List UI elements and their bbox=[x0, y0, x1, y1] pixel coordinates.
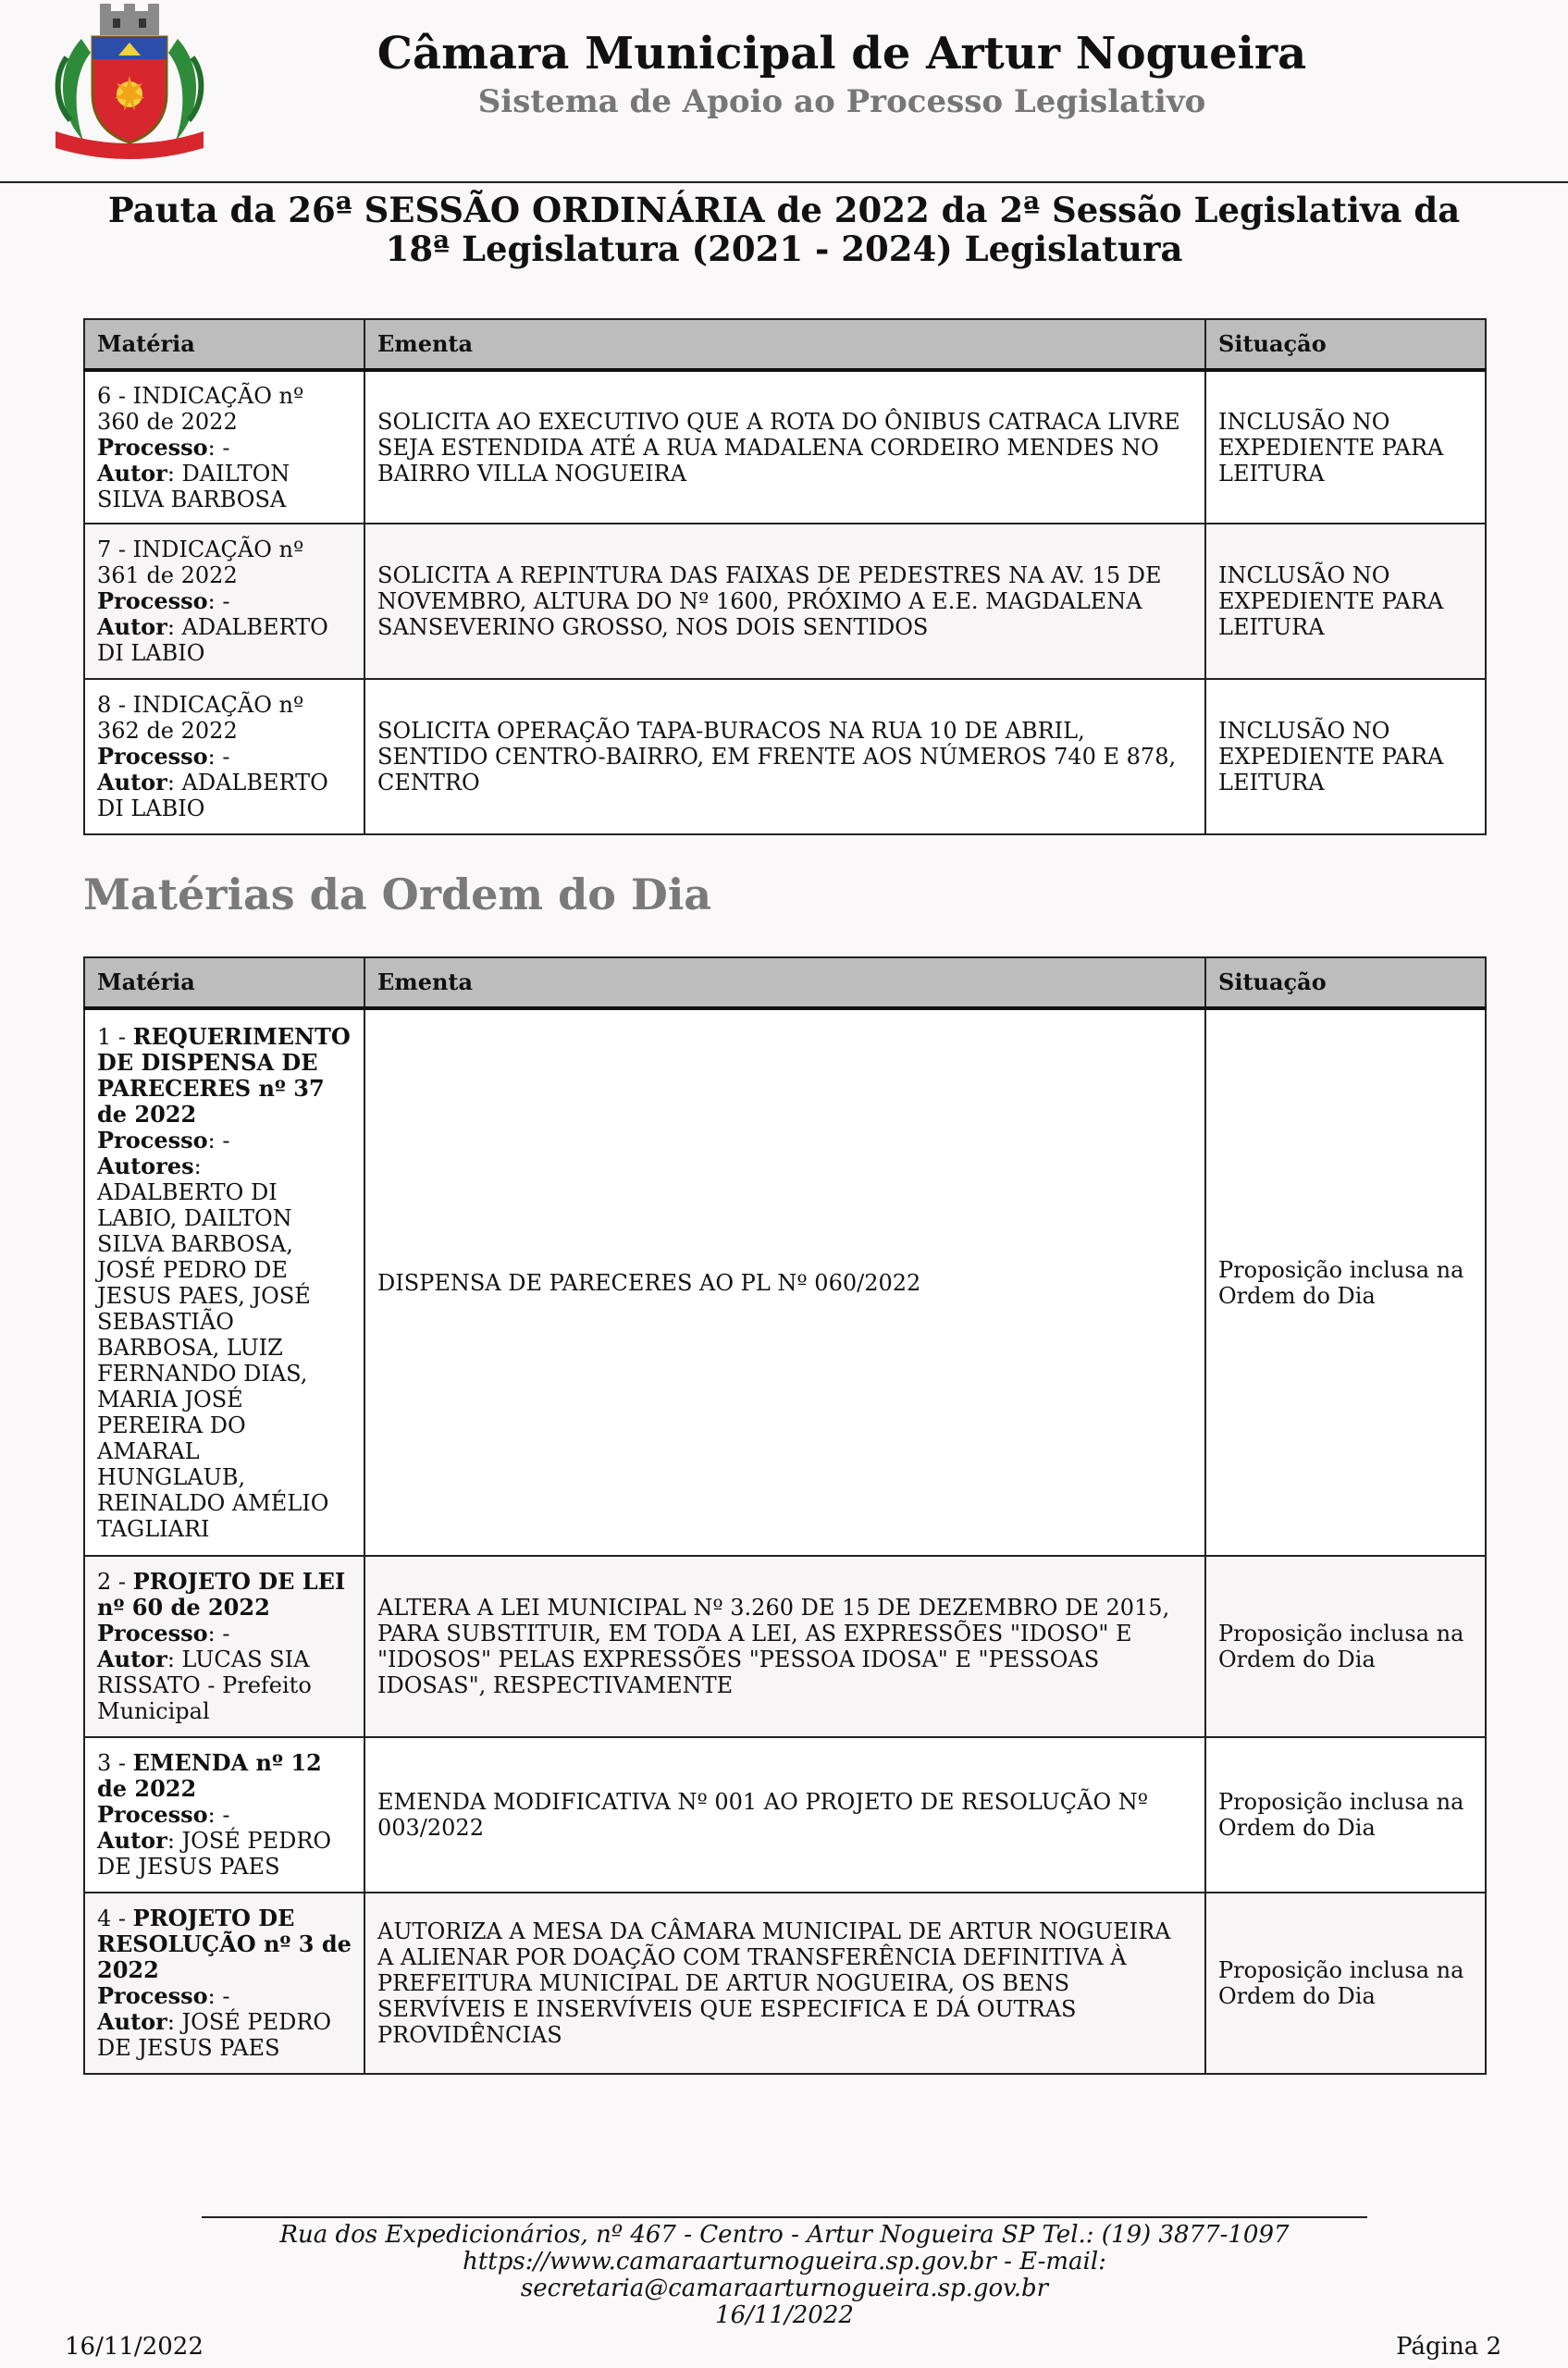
autor-value: : ADALBERTO DI LABIO, DAILTON SILVA BARBOSA, JOSÉ PEDRO DE JESUS PAES, JOSÉ SEBASTIÃO BARBOSA, LUIZ FERNANDO DIAS, MARIA JOSÉ PEREIRA DO AMARAL HUNGLAUB, REINALDO AMÉLIO TAGLIARI bbox=[97, 1153, 329, 1542]
column-header-situacao: Situação bbox=[1205, 319, 1486, 370]
autor-label: Autores bbox=[97, 1152, 194, 1179]
materia-cell bbox=[84, 524, 364, 679]
table-row bbox=[84, 1556, 1486, 1737]
header-subtitle: Sistema de Apoio ao Processo Legislativo bbox=[477, 83, 1206, 120]
column-header-ementa: Ementa bbox=[364, 319, 1205, 370]
table-header-row bbox=[84, 319, 1486, 370]
autor-value: : DAILTON SILVA BARBOSA bbox=[97, 460, 290, 512]
footer-date: 16/11/2022 bbox=[65, 2333, 204, 2361]
autor-value: : LUCAS SIA RISSATO - Prefeito Municipal bbox=[97, 1646, 312, 1724]
column-header-materia: Matéria bbox=[84, 957, 364, 1008]
ordem-do-dia-table bbox=[83, 956, 1487, 2075]
ementa-cell: DISPENSA DE PARECERES AO PL Nº 060/2022 bbox=[364, 1008, 1205, 1556]
processo-label: Processo bbox=[97, 743, 208, 770]
expediente-table bbox=[83, 318, 1487, 835]
materia-title: 8 - INDICAÇÃO nº 362 de 2022 bbox=[97, 692, 304, 744]
materia-number: 4 - bbox=[97, 1906, 133, 1931]
header-title: Câmara Municipal de Artur Nogueira bbox=[377, 28, 1307, 80]
materia-number: 2 - bbox=[97, 1569, 133, 1595]
table-row bbox=[84, 679, 1486, 834]
table-row bbox=[84, 1893, 1486, 2074]
footer-address-date: 16/11/2022 bbox=[715, 2301, 854, 2329]
processo-label: Processo bbox=[97, 587, 208, 614]
processo-value: : - bbox=[207, 1127, 230, 1153]
footer-divider bbox=[202, 2216, 1367, 2218]
processo-label: Processo bbox=[97, 1801, 208, 1828]
autor-value: : JOSÉ PEDRO DE JESUS PAES bbox=[97, 2009, 332, 2061]
materia-cell bbox=[84, 1556, 364, 1737]
ementa-cell: ALTERA A LEI MUNICIPAL Nº 3.260 DE 15 DE DEZEMBRO DE 2015, PARA SUBSTITUIR, EM TODA A LEI, AS EXPRESSÕES "IDOSO" E "IDOSOS" PELAS EXPRESSÕES "PESSOA IDOSA" E "PESSOAS IDOSAS", RESPECTIVAMENTE bbox=[364, 1556, 1205, 1737]
processo-value: : - bbox=[207, 1802, 230, 1828]
materia-title: PROJETO DE RESOLUÇÃO nº 3 de 2022 bbox=[97, 1905, 352, 1983]
coat-of-arms-logo bbox=[46, 2, 213, 166]
table-row bbox=[84, 524, 1486, 679]
materia-cell bbox=[84, 1893, 364, 2074]
page-number: Página 2 bbox=[1396, 2333, 1501, 2361]
autor-label: Autor bbox=[97, 613, 167, 640]
autor-label: Autor bbox=[97, 1646, 167, 1672]
situacao-cell: INCLUSÃO NO EXPEDIENTE PARA LEITURA bbox=[1205, 370, 1486, 524]
processo-label: Processo bbox=[97, 1982, 208, 2009]
table-header-row bbox=[84, 957, 1486, 1008]
situacao-cell: INCLUSÃO NO EXPEDIENTE PARA LEITURA bbox=[1205, 524, 1486, 679]
ementa-cell: SOLICITA A REPINTURA DAS FAIXAS DE PEDESTRES NA AV. 15 DE NOVEMBRO, ALTURA DO Nº 1600, PRÓXIMO A E.E. MAGDALENA SANSEVERINO GROSSO, NOS DOIS SENTIDOS bbox=[364, 524, 1205, 679]
materia-cell bbox=[84, 1737, 364, 1893]
materia-title: REQUERIMENTO DE DISPENSA DE PARECERES nº 37 de 2022 bbox=[97, 1022, 351, 1128]
processo-label: Processo bbox=[97, 1126, 208, 1153]
page-header bbox=[0, 0, 1568, 183]
situacao-cell: Proposição inclusa na Ordem do Dia bbox=[1205, 1556, 1486, 1737]
situacao-cell: Proposição inclusa na Ordem do Dia bbox=[1205, 1737, 1486, 1893]
materia-number: 3 - bbox=[97, 1750, 133, 1776]
processo-value: : - bbox=[207, 1621, 230, 1646]
column-header-ementa: Ementa bbox=[364, 957, 1205, 1008]
materia-cell bbox=[84, 1008, 364, 1556]
processo-label: Processo bbox=[97, 433, 208, 461]
autor-label: Autor bbox=[97, 1827, 167, 1854]
processo-value: : - bbox=[207, 588, 230, 614]
autor-value: : ADALBERTO DI LABIO bbox=[97, 614, 328, 666]
materia-title: 6 - INDICAÇÃO nº 360 de 2022 bbox=[97, 382, 304, 435]
processo-value: : - bbox=[207, 1983, 230, 2009]
ementa-cell: SOLICITA OPERAÇÃO TAPA-BURACOS NA RUA 10 DE ABRIL, SENTIDO CENTRO-BAIRRO, EM FRENTE AOS NÚMEROS 740 E 878, CENTRO bbox=[364, 679, 1205, 834]
situacao-cell: Proposição inclusa na Ordem do Dia bbox=[1205, 1893, 1486, 2074]
materia-cell bbox=[84, 679, 364, 834]
autor-value: : ADALBERTO DI LABIO bbox=[97, 770, 328, 821]
column-header-situacao: Situação bbox=[1205, 957, 1486, 1008]
processo-value: : - bbox=[207, 434, 230, 461]
ementa-cell: SOLICITA AO EXECUTIVO QUE A ROTA DO ÔNIBUS CATRACA LIVRE SEJA ESTENDIDA ATÉ A RUA MADALENA CORDEIRO MENDES NO BAIRRO VILLA NOGUEIRA bbox=[364, 370, 1205, 524]
materia-cell bbox=[84, 370, 364, 524]
autor-label: Autor bbox=[97, 2008, 167, 2035]
processo-value: : - bbox=[207, 744, 230, 770]
table-row bbox=[84, 1008, 1486, 1556]
materia-number: 1 - bbox=[97, 1023, 133, 1050]
autor-label: Autor bbox=[97, 769, 167, 796]
processo-label: Processo bbox=[97, 1620, 208, 1646]
autor-value: : JOSÉ PEDRO DE JESUS PAES bbox=[97, 1828, 332, 1880]
pauta-title: Pauta da 26ª SESSÃO ORDINÁRIA de 2022 da 2ª Sessão Legislativa da 18ª Legislatura (2021 - 2024) Legislatura bbox=[107, 190, 1461, 269]
footer-address-text: Rua dos Expedicionários, nº 467 - Centro - Artur Nogueira SP Tel.: (19) 3877-1097 https://www.camaraarturnogueira.sp.gov.br - E-mail: secretaria@camaraarturnogueira.sp.gov.br bbox=[279, 2221, 1290, 2302]
materia-title: EMENDA nº 12 de 2022 bbox=[97, 1749, 322, 1802]
ementa-cell: AUTORIZA A MESA DA CÂMARA MUNICIPAL DE ARTUR NOGUEIRA A ALIENAR POR DOAÇÃO COM TRANSFERÊNCIA DEFINITIVA À PREFEITURA MUNICIPAL DE ARTUR NOGUEIRA, OS BENS SERVÍVEIS E INSERVÍVEIS QUE ESPECIFICA E DÁ OUTRAS PROVIDÊNCIAS bbox=[364, 1893, 1205, 2074]
situacao-cell: INCLUSÃO NO EXPEDIENTE PARA LEITURA bbox=[1205, 679, 1486, 834]
table-row bbox=[84, 1737, 1486, 1893]
autor-label: Autor bbox=[97, 459, 167, 487]
table-row bbox=[84, 370, 1486, 524]
section-title-ordem-do-dia: Matérias da Ordem do Dia bbox=[83, 870, 712, 919]
column-header-materia: Matéria bbox=[84, 319, 364, 370]
materia-title: 7 - INDICAÇÃO nº 361 de 2022 bbox=[97, 536, 304, 588]
ementa-cell: EMENDA MODIFICATIVA Nº 001 AO PROJETO DE RESOLUÇÃO Nº 003/2022 bbox=[364, 1737, 1205, 1893]
situacao-cell: Proposição inclusa na Ordem do Dia bbox=[1205, 1008, 1486, 1556]
materia-title: PROJETO DE LEI nº 60 de 2022 bbox=[97, 1568, 346, 1621]
footer-address bbox=[202, 2222, 1367, 2329]
